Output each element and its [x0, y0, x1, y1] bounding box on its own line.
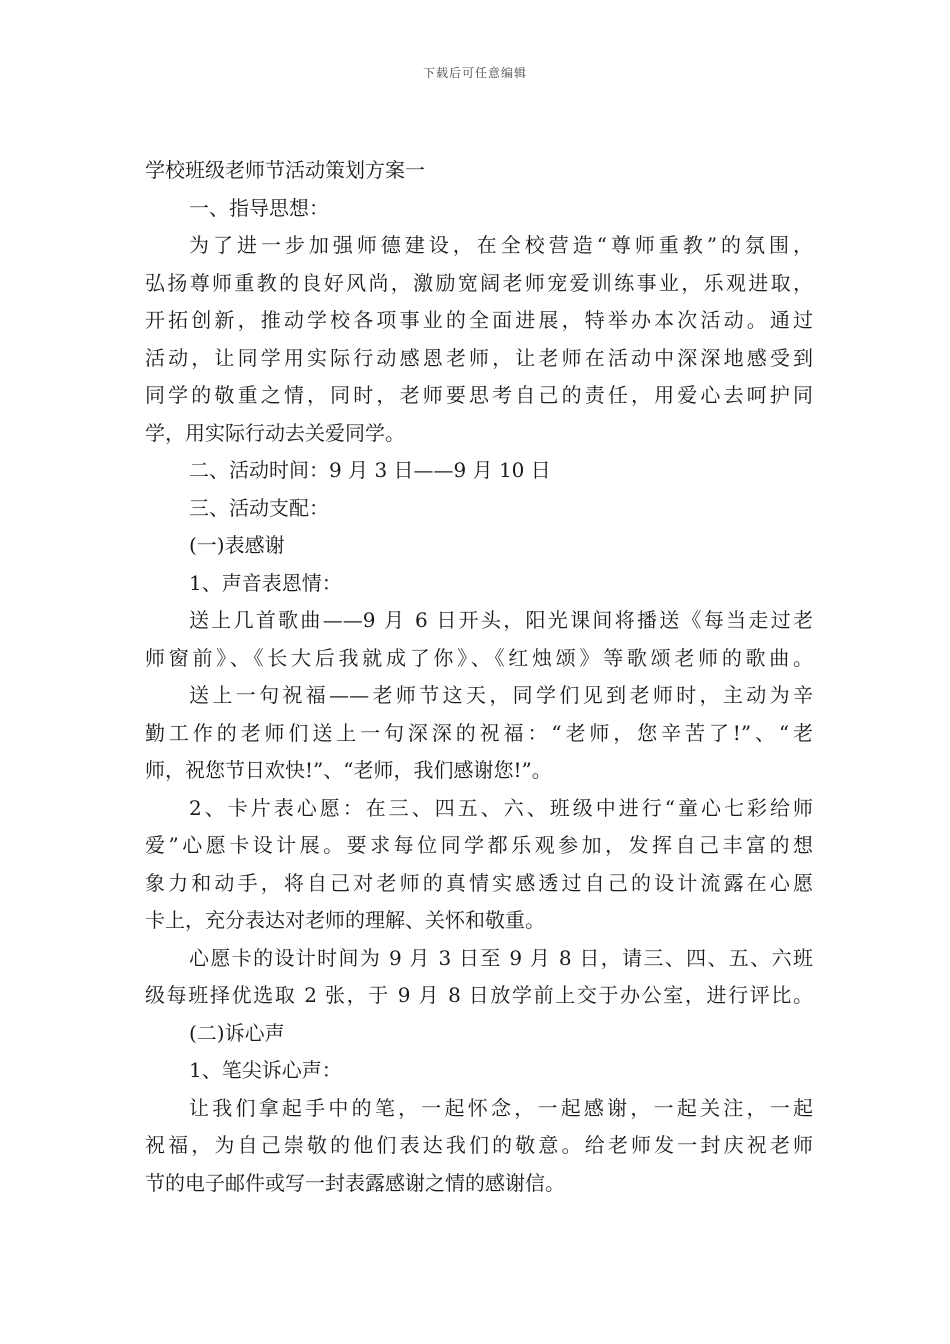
paragraph-line: 一、指导思想：	[189, 195, 329, 220]
page-header: 下载后可任意编辑	[422, 66, 527, 80]
paragraph-line: 祝福，为自己崇敬的他们表达我们的敬意。给老师发一封庆祝老师	[145, 1133, 813, 1157]
paragraph-line: 象力和动手，将自己对老师的真情实感透过自己的设计流露在心愿	[145, 870, 813, 895]
paragraph-line: 师，祝您节日欢快!”、“老师，我们感谢您!”。	[145, 758, 552, 782]
paragraph-line: 2、卡片表心愿：在三、四五、六、班级中进行“童心七彩给师	[189, 795, 813, 820]
paragraph-line: 二、活动时间：9 月 3 日——9 月 10 日	[189, 458, 551, 482]
paragraph-line: (二)诉心声	[189, 1020, 285, 1045]
paragraph-line: 节的电子邮件或写一封表露感谢之情的感谢信。	[145, 1170, 565, 1195]
document-body	[145, 152, 813, 1202]
paragraph-line: 1、声音表恩情：	[189, 570, 342, 595]
paragraph-line: 让我们拿起手中的笔，一起怀念，一起感谢，一起关注，一起	[189, 1095, 813, 1120]
paragraph-line: 活动，让同学用实际行动感恩老师，让老师在活动中深深地感受到	[145, 345, 813, 370]
paragraph-line: 1、笔尖诉心声：	[189, 1058, 342, 1082]
paragraph-line: 开拓创新，推动学校各项事业的全面进展，特举办本次活动。通过	[145, 308, 813, 332]
paragraph-line: 送上几首歌曲——9 月 6 日开头，阳光课间将播送《每当走过老	[189, 608, 813, 632]
document-title: 学校班级老师节活动策划方案一	[145, 158, 425, 182]
paragraph-line: 师窗前》、《长大后我就成了你》、《红烛颂》等歌颂老师的歌曲。	[145, 645, 813, 670]
paragraph-line: 为了进一步加强师德建设，在全校营造“尊师重教”的氛围，	[189, 233, 813, 257]
paragraph-line: 学，用实际行动去关爱同学。	[145, 420, 405, 445]
paragraph-line: 三、活动支配：	[189, 495, 329, 520]
paragraph-line: 勤工作的老师们送上一句深深的祝福：“老师，您辛苦了!”、“老	[145, 720, 813, 745]
paragraph-line: 弘扬尊师重教的良好风尚，激励宽阔老师宠爱训练事业，乐观进取，	[145, 270, 813, 295]
paragraph-line: 心愿卡的设计时间为 9 月 3 日至 9 月 8 日，请三、四、五、六班	[189, 945, 813, 970]
paragraph-line: 级每班择优选取 2 张，于 9 月 8 日放学前上交于办公室，进行评比。	[145, 983, 813, 1007]
paragraph-line: (一)表感谢	[189, 533, 285, 557]
paragraph-line: 卡上，充分表达对老师的理解、关怀和敬重。	[145, 908, 545, 932]
paragraph-line: 爱”心愿卡设计展。要求每位同学都乐观参加，发挥自己丰富的想	[145, 833, 813, 857]
paragraph-line: 同学的敬重之情，同时，老师要思考自己的责任，用爱心去呵护同	[145, 383, 813, 407]
paragraph-line: 送上一句祝福——老师节这天，同学们见到老师时，主动为辛	[189, 683, 813, 707]
